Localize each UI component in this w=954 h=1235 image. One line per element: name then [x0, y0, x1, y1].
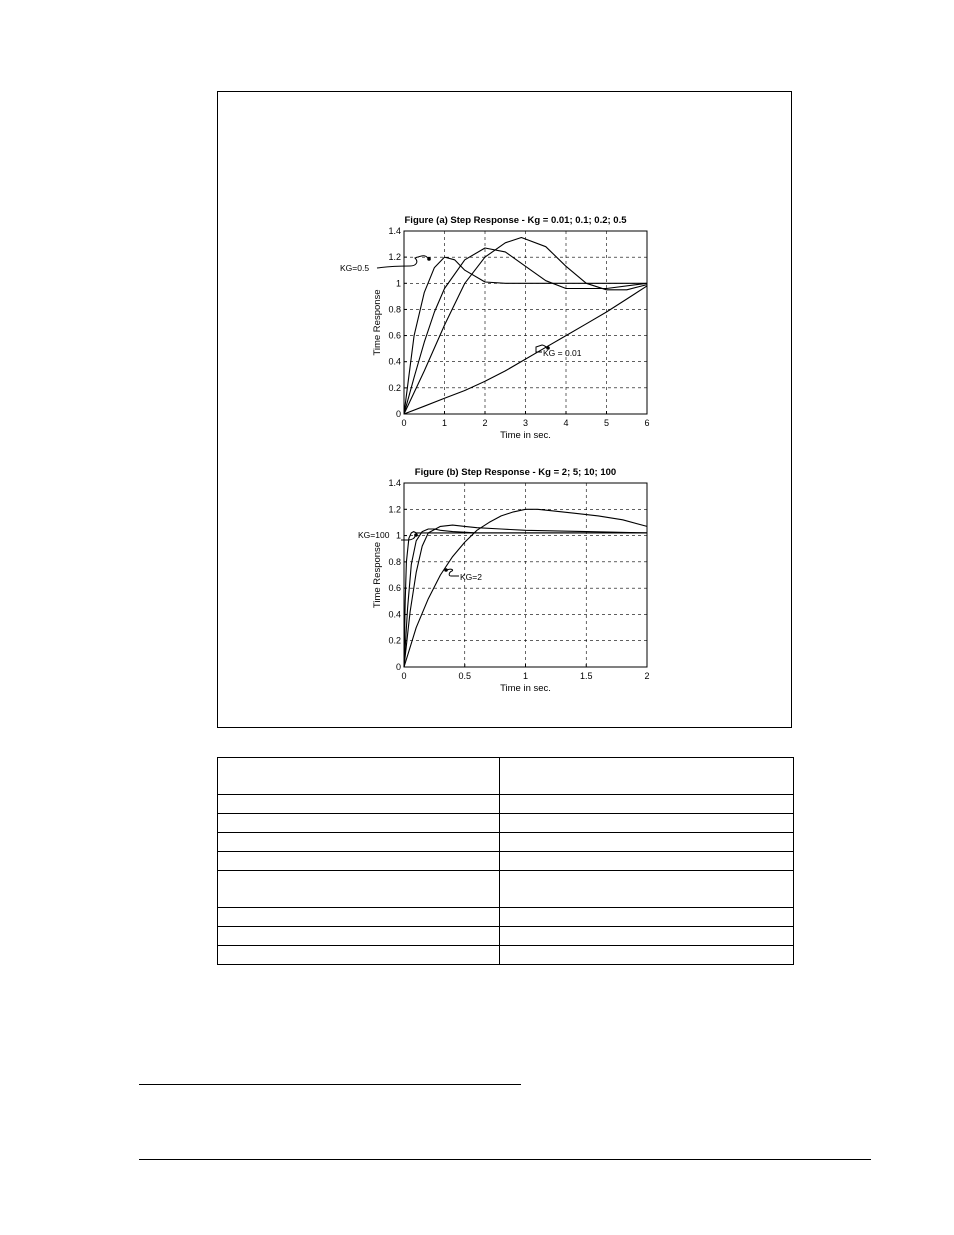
annotation-label: KG = 0.01 [543, 348, 582, 358]
x-tick-label: 0 [401, 671, 407, 681]
y-tick-label: 0.6 [388, 583, 401, 594]
y-axis-label: Time Response [372, 541, 383, 609]
table-cell [218, 852, 500, 871]
table-cell [218, 946, 500, 965]
y-tick-label: 0 [395, 662, 401, 672]
x-axis-label: Time in sec. [500, 430, 551, 441]
y-axis-label: Time Response [372, 289, 383, 356]
annotation-marker [414, 533, 418, 537]
footnote-rule [139, 1084, 521, 1085]
y-tick-label: 1.2 [388, 252, 401, 263]
x-tick-label: 5 [603, 418, 610, 428]
x-tick-label: 2 [644, 671, 650, 681]
y-tick-label: 1.4 [388, 226, 401, 236]
x-tick-label: 6 [644, 418, 650, 428]
y-tick-label: 0 [395, 409, 401, 419]
x-tick-label: 1.5 [579, 671, 593, 681]
data-table [217, 757, 794, 965]
table-row [218, 927, 794, 946]
figure-svg [218, 92, 793, 729]
y-tick-label: 1 [395, 278, 401, 289]
table-row [218, 795, 794, 814]
table-cell [218, 908, 500, 927]
table-cell [500, 758, 794, 795]
table-cell [500, 795, 794, 814]
x-tick-label: 4 [563, 418, 569, 428]
table-cell [500, 871, 794, 908]
chart-b [358, 467, 650, 694]
annotation-leader [401, 536, 415, 540]
y-tick-label: 0.2 [388, 635, 401, 646]
x-tick-label: 1 [522, 671, 529, 681]
x-tick-label: 0.5 [458, 671, 472, 681]
figure-frame [217, 91, 792, 728]
table-row [218, 814, 794, 833]
x-tick-label: 0 [401, 418, 407, 428]
annotation-leader [447, 569, 459, 576]
y-tick-label: 1.2 [388, 504, 401, 515]
table-cell [500, 814, 794, 833]
table-cell [218, 795, 500, 814]
x-tick-label: 2 [482, 418, 488, 428]
table-cell [218, 833, 500, 852]
table-cell [218, 927, 500, 946]
y-tick-label: 0.2 [388, 382, 401, 393]
chart-title: Figure (a) Step Response - Kg = 0.01; 0.1; 0.2; 0.5 [404, 215, 627, 226]
y-tick-label: 0.6 [388, 330, 401, 341]
table-row [218, 833, 794, 852]
x-axis-label: Time in sec. [500, 683, 551, 694]
table-row [218, 946, 794, 965]
y-tick-label: 0.4 [388, 609, 401, 620]
annotation-label: KG=2 [460, 572, 482, 582]
table-cell [500, 946, 794, 965]
table-row [218, 871, 794, 908]
table-cell [218, 758, 500, 795]
table-cell [500, 908, 794, 927]
chart-title: Figure (b) Step Response - Kg = 2; 5; 10; 100 [414, 467, 617, 478]
annotation-marker [427, 257, 431, 261]
table-cell [500, 927, 794, 946]
x-tick-label: 3 [522, 418, 529, 428]
annotation-leader [377, 256, 428, 268]
table-cell [218, 814, 500, 833]
y-tick-label: 0.4 [388, 356, 401, 367]
x-tick-label: 1 [441, 418, 448, 428]
table-row [218, 758, 794, 795]
table-cell [218, 871, 500, 908]
footer-rule [139, 1159, 871, 1160]
y-tick-label: 0.8 [388, 556, 401, 567]
annotation-label: KG=100 [358, 530, 390, 540]
table-cell [500, 833, 794, 852]
y-tick-label: 1.4 [388, 478, 401, 488]
annotation-marker [444, 568, 448, 572]
table-row [218, 852, 794, 871]
y-tick-label: 0.8 [388, 304, 401, 315]
y-tick-label: 1 [395, 530, 401, 541]
chart-a [340, 215, 650, 441]
annotation-label: KG=0.5 [340, 263, 370, 273]
table-row [218, 908, 794, 927]
table-cell [500, 852, 794, 871]
